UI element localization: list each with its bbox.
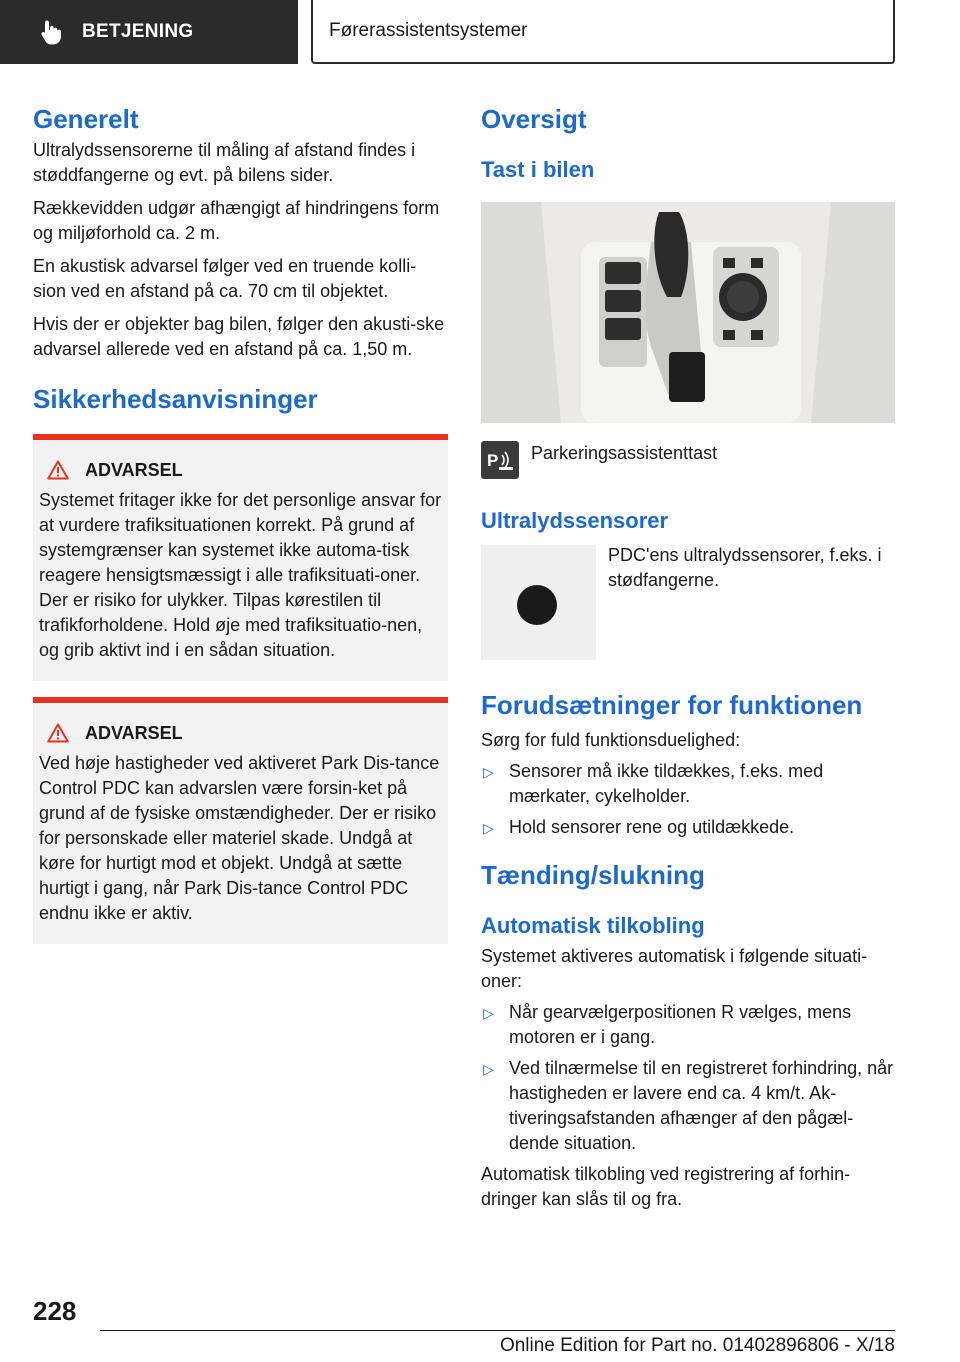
park-button-caption: Parkeringsassistenttast: [531, 443, 718, 463]
chapter-header: [311, 0, 895, 64]
list-item: [481, 1056, 895, 1156]
bullet-triangle-icon: ▷: [483, 1005, 494, 1021]
generelt-paragraph-2: Rækkevidden udgør afhængigt af hindringens form og miljøforhold ca. 2 m.: [33, 198, 440, 243]
hand-pointer-icon: [40, 19, 64, 45]
warning-box: [33, 697, 448, 944]
section-tab[interactable]: [0, 0, 298, 64]
sensor-dot: [517, 585, 557, 625]
auto-heading: Automatisk tilkobling: [481, 913, 705, 938]
list-item: [481, 815, 895, 840]
auto-list: [481, 1000, 895, 1156]
park-button-row: [481, 441, 895, 479]
auto-intro: Systemet aktiveres automatisk i følgende situati‐oner:: [481, 946, 868, 991]
warning-triangle-icon: [47, 460, 69, 480]
list-item-text: Sensorer må ikke tildækkes, f.eks. med mærkater, cykelholder.: [509, 761, 824, 806]
ultra-heading: Ultralydssensorer: [481, 508, 669, 533]
generelt-paragraph-1: Ultralydssensorerne til måling af afstand findes i støddfangerne og evt. på bilens sider.: [33, 140, 416, 185]
warning-triangle-icon: [47, 723, 69, 743]
auto-outro: Automatisk tilkobling ved registrering af forhin‐dringer kan slås til og fra.: [481, 1164, 851, 1209]
center-console-photo: [481, 202, 895, 423]
edition-note: Online Edition for Part no. 01402896806 - X/18: [499, 1335, 895, 1356]
sensor-image: [481, 545, 596, 660]
footer-divider: [100, 1330, 895, 1331]
right-column: [481, 104, 895, 1212]
warning-header: [39, 721, 442, 745]
warning-text: Systemet fritager ikke for det personlige ansvar for at vurdere trafiksituationen korrekt. På grund af systemgrænser kan systemet ikke automa‐tisk reagere hensigtsmæssigt i alle trafiksituati‐oner. Der er risiko for ulykker. Tilpas kørestilen til trafikforholdene. Hold øje med trafiksituatio‐nen, og grib aktivt ind i en sådan situation.: [39, 490, 442, 660]
list-item-text: Ved tilnærmelse til en registreret forhindring, når hastigheden er lavere end ca. 4 km/t. Ak‐tiveringsafstanden afhænger af den pågæl‐dende situation.: [509, 1058, 894, 1153]
chapter-title: Førerassistentsystemer: [329, 20, 528, 41]
section-tab-label: BETJENING: [82, 21, 194, 42]
warning-box: [33, 434, 448, 681]
sensor-text: PDC'ens ultralydssensorer, f.eks. i stødfangerne.: [608, 545, 882, 590]
forud-heading: Forudsætninger for funktionen: [481, 690, 863, 720]
generelt-heading: Generelt: [33, 104, 139, 134]
generelt-paragraph-3: En akustisk advarsel følger ved en truende kolli‐sion ved en afstand på ca. 70 cm til objektet.: [33, 256, 417, 301]
list-item-text: Hold sensorer rene og utildækkede.: [509, 817, 795, 837]
left-column: [33, 104, 448, 944]
forud-list: [481, 759, 895, 840]
bullet-triangle-icon: ▷: [483, 764, 494, 780]
list-item-text: Når gearvælgerpositionen R vælges, mens motoren er i gang.: [509, 1002, 852, 1047]
bullet-triangle-icon: ▷: [483, 1061, 494, 1077]
park-assist-icon: [481, 441, 519, 479]
oversigt-heading: Oversigt: [481, 104, 587, 134]
list-item: [481, 1000, 895, 1050]
warning-header: [39, 458, 442, 482]
list-item: [481, 759, 895, 809]
svg-text:P: P: [487, 451, 499, 470]
warning-label: ADVARSEL: [85, 460, 183, 480]
bullet-triangle-icon: ▷: [483, 820, 494, 836]
safety-heading: Sikkerhedsanvisninger: [33, 384, 318, 414]
page-number: 228: [33, 1296, 77, 1326]
taend-heading: Tænding/slukning: [481, 860, 705, 890]
warning-label: ADVARSEL: [85, 723, 183, 743]
warning-text: Ved høje hastigheder ved aktiveret Park Dis‐tance Control PDC kan advarslen være forsin‐ket på grund af de fysiske omstændigheder. Der er risiko for personskade eller materiel skade. Undgå at køre for hurtigt mod et objekt. Undgå at sætte hurtigt i gang, når Park Dis‐tance Control PDC endnu ikke er aktiv.: [39, 753, 440, 923]
tast-heading: Tast i bilen: [481, 157, 595, 182]
generelt-paragraph-4: Hvis der er objekter bag bilen, følger den akusti‐ske advarsel allerede ved en afstand på ca. 1,50 m.: [33, 314, 445, 359]
forud-intro: Sørg for fuld funktionsduelighed:: [481, 730, 741, 750]
sensor-row: [481, 545, 895, 660]
